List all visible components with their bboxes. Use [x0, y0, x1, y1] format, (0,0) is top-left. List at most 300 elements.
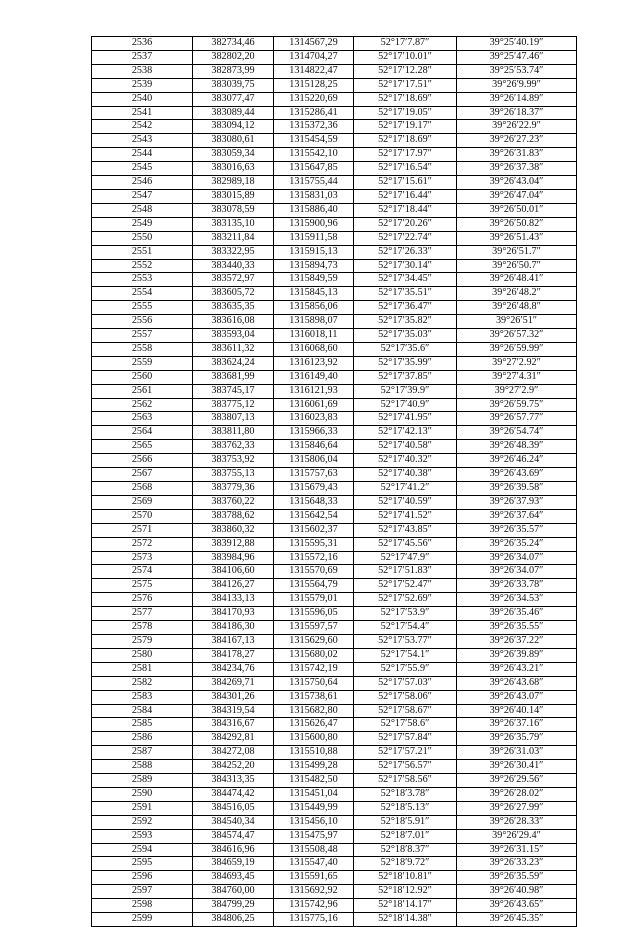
latitude-cell: 52°18′5.91″: [354, 815, 457, 829]
longitude-cell: 39°26′43.04″: [457, 176, 577, 190]
longitude-cell: 39°26′59.75″: [457, 398, 577, 412]
table-row: [92, 64, 577, 78]
x-coordinate-cell: 383753,92: [193, 454, 274, 468]
point-number-cell: 2571: [92, 523, 193, 537]
y-coordinate-cell: 1315626,47: [274, 718, 354, 732]
y-coordinate-cell: 1315572,16: [274, 551, 354, 565]
y-coordinate-cell: 1315679,43: [274, 482, 354, 496]
longitude-cell: 39°26′50.7″: [457, 259, 577, 273]
table-row: [92, 774, 577, 788]
y-coordinate-cell: 1315600,80: [274, 732, 354, 746]
latitude-cell: 52°18′8.37″: [354, 843, 457, 857]
latitude-cell: 52°18′9.72″: [354, 857, 457, 871]
table-row: [92, 885, 577, 899]
y-coordinate-cell: 1315286,41: [274, 106, 354, 120]
point-number-cell: 2574: [92, 565, 193, 579]
y-coordinate-cell: 1314704,27: [274, 50, 354, 64]
latitude-cell: 52°17′18.69″: [354, 92, 457, 106]
latitude-cell: 52°17′35.51″: [354, 287, 457, 301]
latitude-cell: 52°17′57.84″: [354, 732, 457, 746]
point-number-cell: 2567: [92, 468, 193, 482]
latitude-cell: 52°17′16.44″: [354, 189, 457, 203]
longitude-cell: 39°26′35.46″: [457, 607, 577, 621]
x-coordinate-cell: 384170,93: [193, 607, 274, 621]
point-number-cell: 2542: [92, 120, 193, 134]
table-row: [92, 704, 577, 718]
point-number-cell: 2553: [92, 273, 193, 287]
latitude-cell: 52°17′58.6″: [354, 718, 457, 732]
longitude-cell: 39°26′9.99″: [457, 78, 577, 92]
latitude-cell: 52°17′53.77″: [354, 634, 457, 648]
x-coordinate-cell: 384269,71: [193, 676, 274, 690]
x-coordinate-cell: 384316,67: [193, 718, 274, 732]
longitude-cell: 39°26′33.23″: [457, 857, 577, 871]
longitude-cell: 39°26′30.41″: [457, 760, 577, 774]
latitude-cell: 52°17′12.28″: [354, 64, 457, 78]
table-row: [92, 565, 577, 579]
x-coordinate-cell: 383616,08: [193, 315, 274, 329]
point-number-cell: 2596: [92, 871, 193, 885]
table-row: [92, 509, 577, 523]
latitude-cell: 52°17′54.1″: [354, 648, 457, 662]
y-coordinate-cell: 1315856,06: [274, 301, 354, 315]
longitude-cell: 39°26′57.77″: [457, 412, 577, 426]
point-number-cell: 2560: [92, 370, 193, 384]
latitude-cell: 52°17′57.21″: [354, 746, 457, 760]
y-coordinate-cell: 1314567,29: [274, 37, 354, 51]
x-coordinate-cell: 384574,47: [193, 829, 274, 843]
y-coordinate-cell: 1316018,11: [274, 329, 354, 343]
x-coordinate-cell: 383755,13: [193, 468, 274, 482]
table-row: [92, 913, 577, 927]
point-number-cell: 2581: [92, 662, 193, 676]
y-coordinate-cell: 1316023,83: [274, 412, 354, 426]
point-number-cell: 2592: [92, 815, 193, 829]
longitude-cell: 39°26′18.37″: [457, 106, 577, 120]
table-row: [92, 315, 577, 329]
point-number-cell: 2539: [92, 78, 193, 92]
y-coordinate-cell: 1315742,19: [274, 662, 354, 676]
point-number-cell: 2563: [92, 412, 193, 426]
latitude-cell: 52°17′45.56″: [354, 537, 457, 551]
x-coordinate-cell: 384693,45: [193, 871, 274, 885]
point-number-cell: 2587: [92, 746, 193, 760]
table-row: [92, 78, 577, 92]
longitude-cell: 39°26′59.99″: [457, 342, 577, 356]
longitude-cell: 39°26′28.33″: [457, 815, 577, 829]
point-number-cell: 2579: [92, 634, 193, 648]
x-coordinate-cell: 384313,35: [193, 774, 274, 788]
point-number-cell: 2544: [92, 148, 193, 162]
table-row: [92, 551, 577, 565]
y-coordinate-cell: 1315647,85: [274, 162, 354, 176]
point-number-cell: 2549: [92, 217, 193, 231]
x-coordinate-cell: 384252,20: [193, 760, 274, 774]
x-coordinate-cell: 384474,42: [193, 787, 274, 801]
latitude-cell: 52°17′17.97″: [354, 148, 457, 162]
point-number-cell: 2586: [92, 732, 193, 746]
table-row: [92, 690, 577, 704]
point-number-cell: 2545: [92, 162, 193, 176]
table-row: [92, 92, 577, 106]
longitude-cell: 39°26′22.9″: [457, 120, 577, 134]
table-row: [92, 301, 577, 315]
longitude-cell: 39°26′51″: [457, 315, 577, 329]
y-coordinate-cell: 1315510,88: [274, 746, 354, 760]
y-coordinate-cell: 1315451,04: [274, 787, 354, 801]
point-number-cell: 2536: [92, 37, 193, 51]
point-number-cell: 2550: [92, 231, 193, 245]
point-number-cell: 2570: [92, 509, 193, 523]
table-row: [92, 829, 577, 843]
point-number-cell: 2583: [92, 690, 193, 704]
latitude-cell: 52°17′41.2″: [354, 482, 457, 496]
point-number-cell: 2593: [92, 829, 193, 843]
x-coordinate-cell: 383605,72: [193, 287, 274, 301]
table-row: [92, 176, 577, 190]
y-coordinate-cell: 1315831,03: [274, 189, 354, 203]
table-row: [92, 621, 577, 635]
longitude-cell: 39°26′40.98″: [457, 885, 577, 899]
latitude-cell: 52°17′51.83″: [354, 565, 457, 579]
x-coordinate-cell: 384301,26: [193, 690, 274, 704]
y-coordinate-cell: 1315449,99: [274, 801, 354, 815]
x-coordinate-cell: 384516,05: [193, 801, 274, 815]
point-number-cell: 2572: [92, 537, 193, 551]
longitude-cell: 39°26′35.59″: [457, 871, 577, 885]
y-coordinate-cell: 1316061,69: [274, 398, 354, 412]
y-coordinate-cell: 1315570,69: [274, 565, 354, 579]
longitude-cell: 39°26′27.23″: [457, 134, 577, 148]
longitude-cell: 39°26′29.4″: [457, 829, 577, 843]
point-number-cell: 2538: [92, 64, 193, 78]
longitude-cell: 39°26′50.82″: [457, 217, 577, 231]
latitude-cell: 52°18′5.13″: [354, 801, 457, 815]
x-coordinate-cell: 382802,20: [193, 50, 274, 64]
y-coordinate-cell: 1315372,36: [274, 120, 354, 134]
point-number-cell: 2573: [92, 551, 193, 565]
longitude-cell: 39°26′39.89″: [457, 648, 577, 662]
longitude-cell: 39°26′33.78″: [457, 579, 577, 593]
y-coordinate-cell: 1315475,97: [274, 829, 354, 843]
y-coordinate-cell: 1315595,31: [274, 537, 354, 551]
latitude-cell: 52°17′40.32″: [354, 454, 457, 468]
table-row: [92, 189, 577, 203]
x-coordinate-cell: 383779,36: [193, 482, 274, 496]
table-row: [92, 718, 577, 732]
y-coordinate-cell: 1315579,01: [274, 593, 354, 607]
longitude-cell: 39°26′35.24″: [457, 537, 577, 551]
y-coordinate-cell: 1315775,16: [274, 913, 354, 927]
y-coordinate-cell: 1315642,54: [274, 509, 354, 523]
latitude-cell: 52°17′55.9″: [354, 662, 457, 676]
table-row: [92, 662, 577, 676]
point-number-cell: 2580: [92, 648, 193, 662]
table-row: [92, 857, 577, 871]
longitude-cell: 39°26′48.2″: [457, 287, 577, 301]
point-number-cell: 2568: [92, 482, 193, 496]
table-row: [92, 648, 577, 662]
point-number-cell: 2540: [92, 92, 193, 106]
y-coordinate-cell: 1316121,93: [274, 384, 354, 398]
point-number-cell: 2582: [92, 676, 193, 690]
x-coordinate-cell: 384760,00: [193, 885, 274, 899]
longitude-cell: 39°25′47.46″: [457, 50, 577, 64]
latitude-cell: 52°17′52.47″: [354, 579, 457, 593]
longitude-cell: 39°26′28.02″: [457, 787, 577, 801]
x-coordinate-cell: 383984,96: [193, 551, 274, 565]
point-number-cell: 2576: [92, 593, 193, 607]
x-coordinate-cell: 384106,60: [193, 565, 274, 579]
longitude-cell: 39°26′51.7″: [457, 245, 577, 259]
longitude-cell: 39°26′34.53″: [457, 593, 577, 607]
latitude-cell: 52°18′14.38″: [354, 913, 457, 927]
x-coordinate-cell: 383912,88: [193, 537, 274, 551]
latitude-cell: 52°17′43.85″: [354, 523, 457, 537]
y-coordinate-cell: 1315648,33: [274, 495, 354, 509]
x-coordinate-cell: 382734,46: [193, 37, 274, 51]
x-coordinate-cell: 383624,24: [193, 356, 274, 370]
longitude-cell: 39°26′27.99″: [457, 801, 577, 815]
latitude-cell: 52°18′14.17″: [354, 899, 457, 913]
point-number-cell: 2561: [92, 384, 193, 398]
y-coordinate-cell: 1315846,64: [274, 440, 354, 454]
table-row: [92, 732, 577, 746]
latitude-cell: 52°17′40.59″: [354, 495, 457, 509]
table-row: [92, 537, 577, 551]
table-row: [92, 370, 577, 384]
longitude-cell: 39°26′35.55″: [457, 621, 577, 635]
x-coordinate-cell: 383039,75: [193, 78, 274, 92]
latitude-cell: 52°17′41.52″: [354, 509, 457, 523]
latitude-cell: 52°17′26.33″: [354, 245, 457, 259]
x-coordinate-cell: 383611,32: [193, 342, 274, 356]
x-coordinate-cell: 384133,13: [193, 593, 274, 607]
latitude-cell: 52°17′20.26″: [354, 217, 457, 231]
y-coordinate-cell: 1315894,73: [274, 259, 354, 273]
longitude-cell: 39°26′48.39″: [457, 440, 577, 454]
longitude-cell: 39°26′37.93″: [457, 495, 577, 509]
table-row: [92, 273, 577, 287]
table-row: [92, 231, 577, 245]
latitude-cell: 52°17′35.82″: [354, 315, 457, 329]
latitude-cell: 52°17′36.47″: [354, 301, 457, 315]
x-coordinate-cell: 384616,96: [193, 843, 274, 857]
longitude-cell: 39°26′35.57″: [457, 523, 577, 537]
longitude-cell: 39°27′2.92″: [457, 356, 577, 370]
latitude-cell: 52°17′53.9″: [354, 607, 457, 621]
latitude-cell: 52°17′35.6″: [354, 342, 457, 356]
latitude-cell: 52°17′58.06″: [354, 690, 457, 704]
point-number-cell: 2564: [92, 426, 193, 440]
latitude-cell: 52°17′18.69″: [354, 134, 457, 148]
x-coordinate-cell: 384799,29: [193, 899, 274, 913]
y-coordinate-cell: 1315542,10: [274, 148, 354, 162]
table-row: [92, 106, 577, 120]
longitude-cell: 39°26′31.03″: [457, 746, 577, 760]
latitude-cell: 52°17′35.99″: [354, 356, 457, 370]
y-coordinate-cell: 1315849,59: [274, 273, 354, 287]
y-coordinate-cell: 1315220,69: [274, 92, 354, 106]
latitude-cell: 52°17′35.03″: [354, 329, 457, 343]
y-coordinate-cell: 1315682,80: [274, 704, 354, 718]
longitude-cell: 39°26′45.35″: [457, 913, 577, 927]
point-number-cell: 2589: [92, 774, 193, 788]
table-row: [92, 342, 577, 356]
point-number-cell: 2588: [92, 760, 193, 774]
table-row: [92, 593, 577, 607]
longitude-cell: 39°26′43.68″: [457, 676, 577, 690]
longitude-cell: 39°26′47.04″: [457, 189, 577, 203]
longitude-cell: 39°26′46.24″: [457, 454, 577, 468]
table-row: [92, 50, 577, 64]
latitude-cell: 52°17′40.58″: [354, 440, 457, 454]
x-coordinate-cell: 384178,27: [193, 648, 274, 662]
x-coordinate-cell: 383078,59: [193, 203, 274, 217]
y-coordinate-cell: 1314822,47: [274, 64, 354, 78]
table-row: [92, 899, 577, 913]
latitude-cell: 52°17′57.03″: [354, 676, 457, 690]
latitude-cell: 52°17′56.57″: [354, 760, 457, 774]
y-coordinate-cell: 1315602,37: [274, 523, 354, 537]
longitude-cell: 39°26′43.07″: [457, 690, 577, 704]
point-number-cell: 2548: [92, 203, 193, 217]
longitude-cell: 39°26′43.65″: [457, 899, 577, 913]
point-number-cell: 2599: [92, 913, 193, 927]
x-coordinate-cell: 383681,99: [193, 370, 274, 384]
point-number-cell: 2565: [92, 440, 193, 454]
point-number-cell: 2597: [92, 885, 193, 899]
point-number-cell: 2566: [92, 454, 193, 468]
latitude-cell: 52°17′7.87″: [354, 37, 457, 51]
table-row: [92, 217, 577, 231]
latitude-cell: 52°17′52.69″: [354, 593, 457, 607]
y-coordinate-cell: 1315547,40: [274, 857, 354, 871]
longitude-cell: 39°26′48.8″: [457, 301, 577, 315]
point-number-cell: 2585: [92, 718, 193, 732]
point-number-cell: 2590: [92, 787, 193, 801]
longitude-cell: 39°26′40.14″: [457, 704, 577, 718]
x-coordinate-cell: 383322,95: [193, 245, 274, 259]
longitude-cell: 39°26′31.15″: [457, 843, 577, 857]
longitude-cell: 39°26′35.79″: [457, 732, 577, 746]
point-number-cell: 2558: [92, 342, 193, 356]
table-row: [92, 162, 577, 176]
longitude-cell: 39°26′37.16″: [457, 718, 577, 732]
longitude-cell: 39°26′37.38″: [457, 162, 577, 176]
table-row: [92, 148, 577, 162]
longitude-cell: 39°27′2.9″: [457, 384, 577, 398]
x-coordinate-cell: 383760,22: [193, 495, 274, 509]
longitude-cell: 39°26′34.07″: [457, 565, 577, 579]
y-coordinate-cell: 1315597,57: [274, 621, 354, 635]
y-coordinate-cell: 1315738,61: [274, 690, 354, 704]
point-number-cell: 2562: [92, 398, 193, 412]
point-number-cell: 2559: [92, 356, 193, 370]
longitude-cell: 39°25′53.74″: [457, 64, 577, 78]
point-number-cell: 2551: [92, 245, 193, 259]
latitude-cell: 52°18′12.92″: [354, 885, 457, 899]
y-coordinate-cell: 1315508,48: [274, 843, 354, 857]
table-row: [92, 815, 577, 829]
x-coordinate-cell: 384319,54: [193, 704, 274, 718]
longitude-cell: 39°26′34.07″: [457, 551, 577, 565]
point-number-cell: 2543: [92, 134, 193, 148]
x-coordinate-cell: 383440,33: [193, 259, 274, 273]
table-row: [92, 440, 577, 454]
latitude-cell: 52°18′7.01″: [354, 829, 457, 843]
y-coordinate-cell: 1315966,33: [274, 426, 354, 440]
y-coordinate-cell: 1315750,64: [274, 676, 354, 690]
table-row: [92, 676, 577, 690]
table-row: [92, 607, 577, 621]
longitude-cell: 39°26′50.01″: [457, 203, 577, 217]
x-coordinate-cell: 383572,97: [193, 273, 274, 287]
longitude-cell: 39°26′37.64″: [457, 509, 577, 523]
table-row: [92, 37, 577, 51]
x-coordinate-cell: 384806,25: [193, 913, 274, 927]
table-row: [92, 634, 577, 648]
x-coordinate-cell: 383762,33: [193, 440, 274, 454]
x-coordinate-cell: 383089,44: [193, 106, 274, 120]
table-row: [92, 259, 577, 273]
latitude-cell: 52°17′47.9″: [354, 551, 457, 565]
x-coordinate-cell: 383059,34: [193, 148, 274, 162]
x-coordinate-cell: 384234,76: [193, 662, 274, 676]
table-row: [92, 203, 577, 217]
x-coordinate-cell: 384659,19: [193, 857, 274, 871]
point-number-cell: 2547: [92, 189, 193, 203]
longitude-cell: 39°26′54.74″: [457, 426, 577, 440]
latitude-cell: 52°17′16.54″: [354, 162, 457, 176]
latitude-cell: 52°17′58.56″: [354, 774, 457, 788]
x-coordinate-cell: 384126,27: [193, 579, 274, 593]
point-number-cell: 2546: [92, 176, 193, 190]
table-row: [92, 843, 577, 857]
x-coordinate-cell: 384167,13: [193, 634, 274, 648]
point-number-cell: 2578: [92, 621, 193, 635]
table-row: [92, 760, 577, 774]
x-coordinate-cell: 383077,47: [193, 92, 274, 106]
coordinate-table-body: [92, 37, 577, 927]
table-row: [92, 482, 577, 496]
y-coordinate-cell: 1315900,96: [274, 217, 354, 231]
coordinate-table-page: [91, 36, 576, 927]
longitude-cell: 39°26′48.41″: [457, 273, 577, 287]
table-row: [92, 398, 577, 412]
point-number-cell: 2557: [92, 329, 193, 343]
table-row: [92, 746, 577, 760]
table-row: [92, 287, 577, 301]
point-number-cell: 2584: [92, 704, 193, 718]
point-number-cell: 2537: [92, 50, 193, 64]
x-coordinate-cell: 382989,18: [193, 176, 274, 190]
y-coordinate-cell: 1315456,10: [274, 815, 354, 829]
latitude-cell: 52°17′42.13″: [354, 426, 457, 440]
table-row: [92, 412, 577, 426]
y-coordinate-cell: 1316068,60: [274, 342, 354, 356]
table-row: [92, 871, 577, 885]
longitude-cell: 39°27′4.31″: [457, 370, 577, 384]
y-coordinate-cell: 1315128,25: [274, 78, 354, 92]
latitude-cell: 52°17′18.44″: [354, 203, 457, 217]
y-coordinate-cell: 1315629,60: [274, 634, 354, 648]
table-row: [92, 245, 577, 259]
coordinate-table: [91, 36, 577, 927]
y-coordinate-cell: 1315845,13: [274, 287, 354, 301]
x-coordinate-cell: 383745,17: [193, 384, 274, 398]
latitude-cell: 52°17′41.95″: [354, 412, 457, 426]
